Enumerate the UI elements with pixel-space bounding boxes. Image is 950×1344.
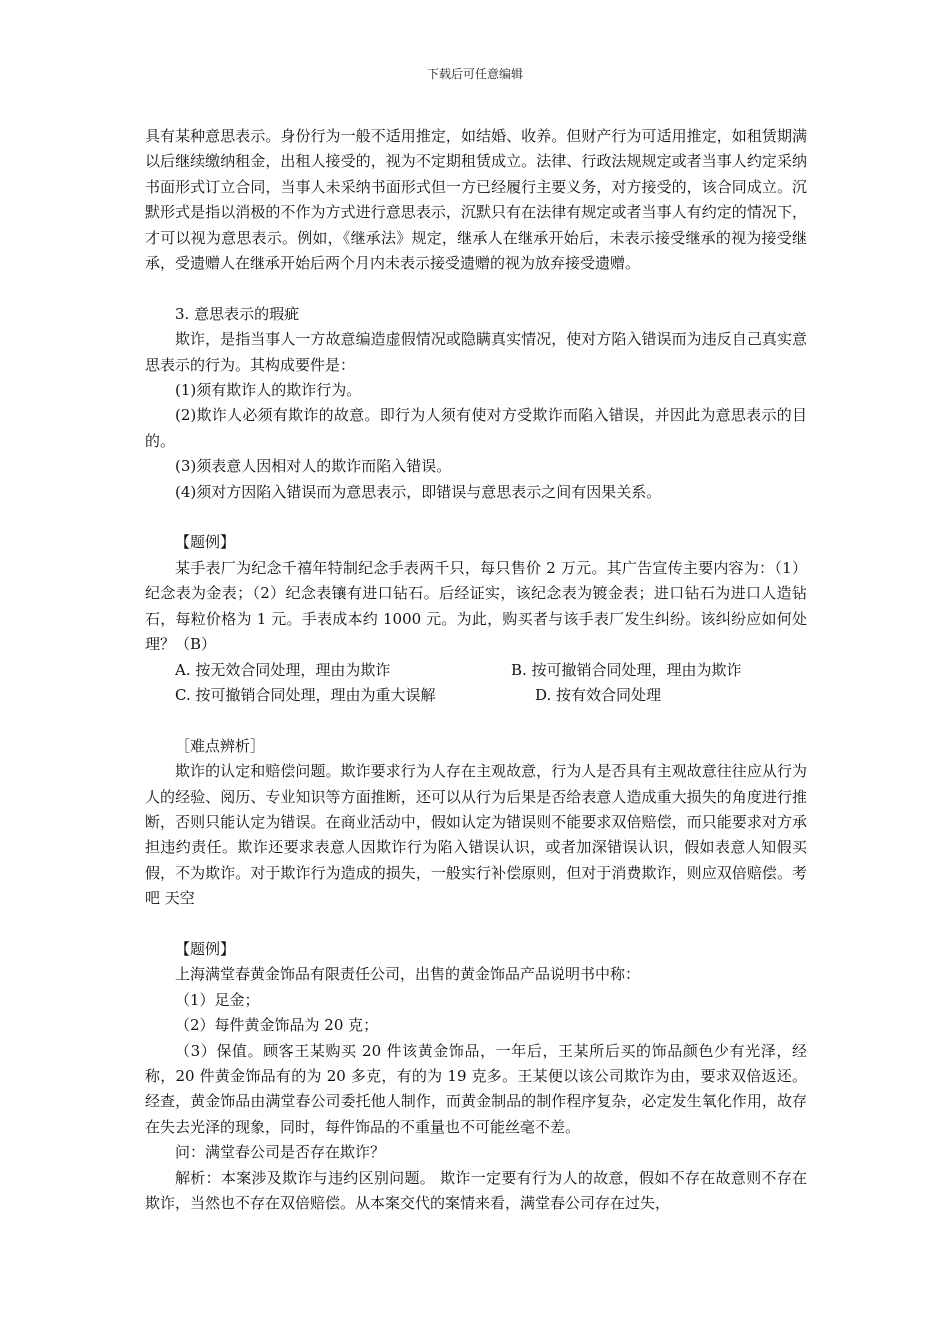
paragraph-fraud-definition: 欺诈，是指当事人一方故意编造虚假情况或隐瞒真实情况，使对方陷入错误而为违反自己真实意思表示的行为。其构成要件是： [145, 330, 807, 374]
analysis-label: ［难点辨析］ [175, 736, 266, 755]
option-c: C. 按可撤销合同处理，理由为重大误解 [175, 685, 436, 704]
example-label: 【题例】 [175, 533, 236, 552]
spacer [145, 276, 807, 301]
document-body [145, 124, 807, 1216]
example-question: 某手表厂为纪念千禧年特制纪念手表两千只，每只售价 2 万元。其广告宣传主要内容为：（1）纪念表为金表；（2）纪念表镶有进口钻石。后经证实，该纪念表为镀金表；进口钻石为进口人造钻石，每粒价格为 1 元。手表成本约 1000 元。为此，购买者与该手表厂发生纠纷。该纠纷应如何处理？（B） [145, 558, 807, 654]
option-a: A. 按无效合同处理，理由为欺诈 [175, 660, 391, 679]
requirement-item: (4)须对方因陷入错误而为意思表示，即错误与意思表示之间有因果关系。 [175, 482, 662, 501]
case-answer: 解析：本案涉及欺诈与违约区别问题。 欺诈一定要有行为人的故意，假如不存在故意则不存在欺诈，当然也不存在双倍赔偿。从本案交代的案情来看，满堂春公司存在过失， [145, 1168, 807, 1212]
options-row [145, 683, 807, 708]
case-item: （2）每件黄金饰品为 20 克； [175, 1016, 379, 1035]
option-b: B. 按可撤销合同处理，理由为欺诈 [511, 660, 742, 679]
spacer [145, 505, 807, 530]
case-item: （1）足金； [175, 990, 260, 1009]
option-d: D. 按有效合同处理 [535, 685, 662, 704]
options-row [145, 658, 807, 683]
case-intro: 上海满堂春黄金饰品有限责任公司，出售的黄金饰品产品说明书中称： [175, 965, 641, 984]
page-header: 下载后可任意编辑 [426, 67, 523, 81]
section-heading: 3. 意思表示的瑕疵 [175, 304, 300, 323]
requirement-item: (2)欺诈人必须有欺诈的故意。即行为人须有使对方受欺诈而陷入错误，并因此为意思表示的目的。 [145, 406, 807, 450]
requirement-item: (3)须表意人因相对人的欺诈而陷入错误。 [175, 457, 452, 476]
analysis-paragraph: 欺诈的认定和赔偿问题。欺诈要求行为人存在主观故意，行为人是否具有主观故意往往应从行为人的经验、阅历、专业知识等方面推断，还可以从行为后果是否给表意人造成重大损失的角度进行推断，否则只能认定为错误。在商业活动中，假如认定为错误则不能要求双倍赔偿，而只能要求对方承担违约责任。欺诈还要求表意人因欺诈行为陷入错误认识，或者加深错误认识，假如表意人知假买假，不为欺诈。对于欺诈行为造成的损失，一般实行补偿原则，但对于消费欺诈，则应双倍赔偿。考吧 天空 [145, 762, 807, 908]
requirement-item: (1)须有欺诈人的欺诈行为。 [175, 381, 362, 400]
paragraph-intent-forms: 具有某种意思表示。身份行为一般不适用推定，如结婚、收养。但财产行为可适用推定，如租赁期满以后继续缴纳租金，出租人接受的，视为不定期租赁成立。法律、行政法规规定或者当事人约定采纳书面形式订立合同，当事人未采纳书面形式但一方已经履行主要义务，对方接受的，该合同成立。沉默形式是指以消极的不作为方式进行意思表示，沉默只有在法律有规定或者当事人有约定的情况下，才可以视为意思表示。例如，《继承法》规定，继承人在继承开始后，未表示接受继承的视为接受继承，受遗赠人在继承开始后两个月内未表示接受遗赠的视为放弃接受遗赠。 [145, 127, 807, 273]
spacer [145, 708, 807, 733]
spacer [145, 912, 807, 937]
case-item: （3）保值。顾客王某购买 20 件该黄金饰品，一年后，王某所后买的饰品颜色少有光泽，经称，20 件黄金饰品有的为 20 多克，有的为 19 克多。王某便以该公司欺诈为由，要求双倍返还。经查，黄金饰品由满堂春公司委托他人制作，而黄金制品的制作程序复杂，必定发生氧化作用，故存在失去光泽的现象，同时，每件饰品的不重量也不可能丝毫不差。 [145, 1041, 807, 1136]
case-question: 问：满堂春公司是否存在欺诈？ [175, 1143, 386, 1162]
example-label: 【题例】 [175, 939, 236, 958]
